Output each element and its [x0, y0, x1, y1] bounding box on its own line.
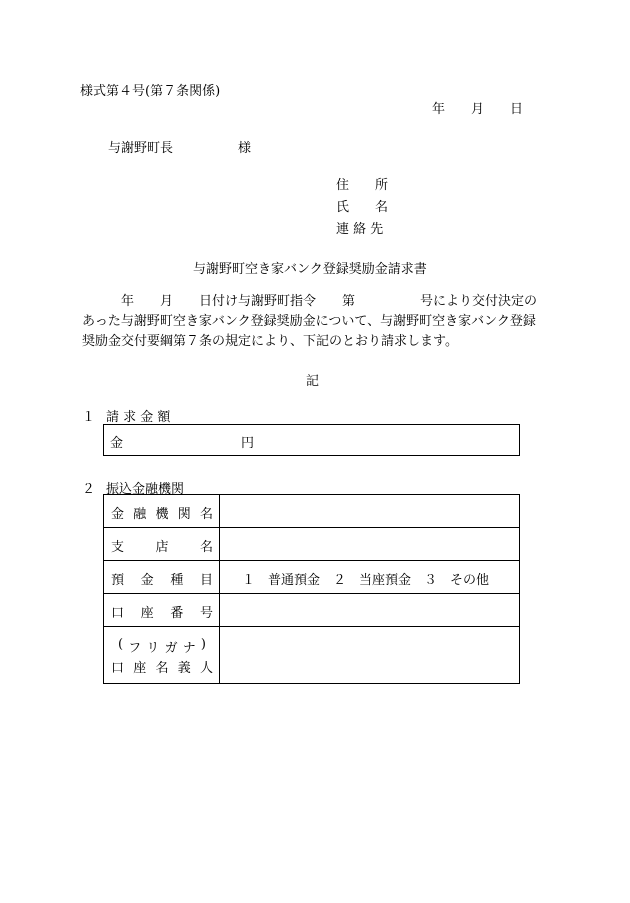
date-line: 年 月 日 [432, 102, 524, 117]
branch-name-label: 支 店 名 [111, 540, 213, 555]
bank-name-label: 金 融 機 関 名 [111, 507, 213, 522]
account-number-label: 口 座 番 号 [111, 606, 213, 621]
amount-unit: 円 [241, 436, 255, 451]
amount-prefix: 金 [110, 436, 124, 451]
body-paragraph [82, 292, 552, 352]
body-line-1: 年 月 日付け与謝野町指令 第 号により交付決定の [82, 294, 538, 309]
account-holder-field[interactable] [220, 627, 519, 683]
address-label: 住 所 [336, 178, 389, 193]
section2-title: 振込金融機関 [106, 482, 185, 497]
document-title: 与謝野町空き家バンク登録奨励金請求書 [193, 262, 427, 277]
account-holder-label: 口 座 名 義 人 [111, 661, 213, 676]
amount-box[interactable] [103, 424, 520, 456]
section1-number: １ [82, 410, 96, 425]
ki-mark: 記 [306, 374, 320, 389]
bank-name-field[interactable] [220, 495, 519, 527]
section2-number: ２ [82, 482, 96, 497]
name-label: 氏 名 [336, 200, 389, 215]
contact-label: 連 絡 先 [336, 222, 384, 237]
account-number-field[interactable] [220, 594, 519, 626]
row-separator-2 [104, 560, 519, 561]
bank-table [103, 494, 520, 684]
body-line-3: 奨励金交付要綱第７条の規定により、下記のとおり請求します。 [82, 334, 458, 349]
furigana-label: ( フ リ ガ ナ ) [118, 637, 206, 656]
form-number: 様式第４号(第７条関係) [80, 84, 221, 99]
deposit-type-label: 預 金 種 目 [111, 573, 213, 588]
addressee: 与謝野町長 様 [108, 141, 252, 156]
body-line-2: あった与謝野町空き家バンク登録奨励金について、与謝野町空き家バンク登録 [82, 314, 536, 329]
branch-name-field[interactable] [220, 528, 519, 560]
deposit-type-options[interactable]: １ 普通預金 ２ 当座預金 ３ その他 [242, 573, 490, 588]
section1-title: 請 求 金 額 [106, 410, 171, 425]
